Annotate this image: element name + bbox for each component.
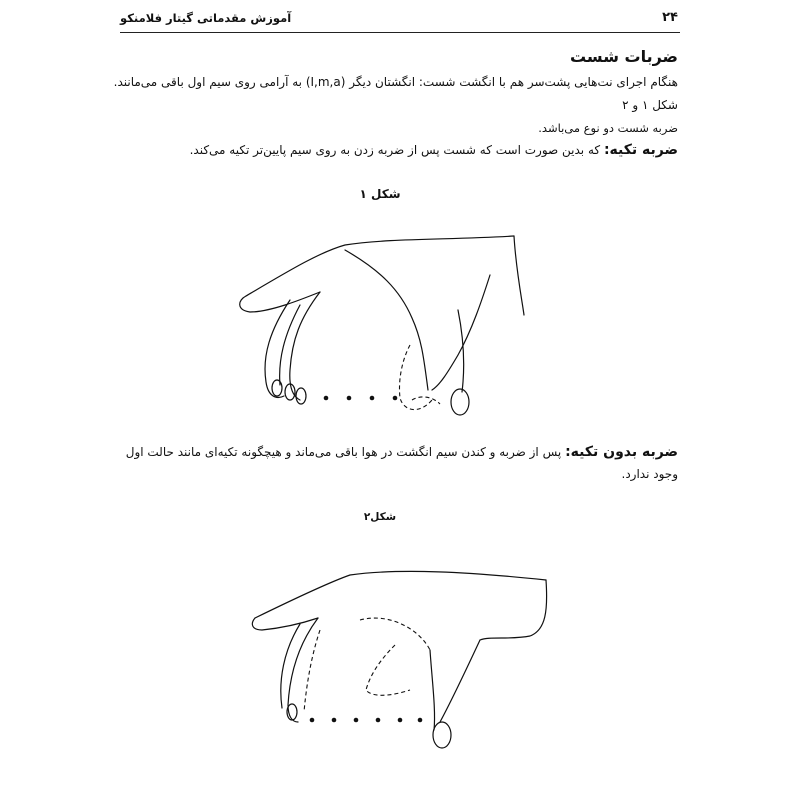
rest-stroke-text: که بدین صورت است که شست پس از ضربه زدن به روی سیم پایین‌تر تکیه می‌کند. bbox=[189, 143, 601, 157]
intro-paragraph: هنگام اجرای نت‌هایی پشت‌سر هم با انگشت شست: انگشتان دیگر (I,m,a) به آرامی روی سیم اول باقی می‌مانند. bbox=[113, 75, 678, 89]
figure-2-caption: شکل۲ bbox=[363, 511, 397, 523]
string-dots-fig2 bbox=[310, 718, 423, 723]
rest-stroke-term: ضربه تکیه: bbox=[603, 142, 678, 158]
figure-1-caption: شکل ۱ bbox=[359, 187, 401, 201]
free-stroke-term: ضربه بدون تکیه: bbox=[565, 444, 678, 460]
section-title: ضربات شست bbox=[569, 47, 678, 66]
page-number: ۲۴ bbox=[662, 10, 678, 25]
figure-reference: شکل ۱ و ۲ bbox=[622, 98, 678, 112]
stroke-types-note: ضربه شست دو نوع می‌باشد. bbox=[538, 121, 678, 135]
free-stroke-text: پس از ضربه و کندن سیم انگشت در هوا باقی می‌ماند و هیچگونه تکیه‌ای مانند حالت اول وجود ندارد. bbox=[125, 445, 678, 481]
book-title: آموزش مقدماتی گیتار فلامنکو bbox=[120, 11, 292, 25]
